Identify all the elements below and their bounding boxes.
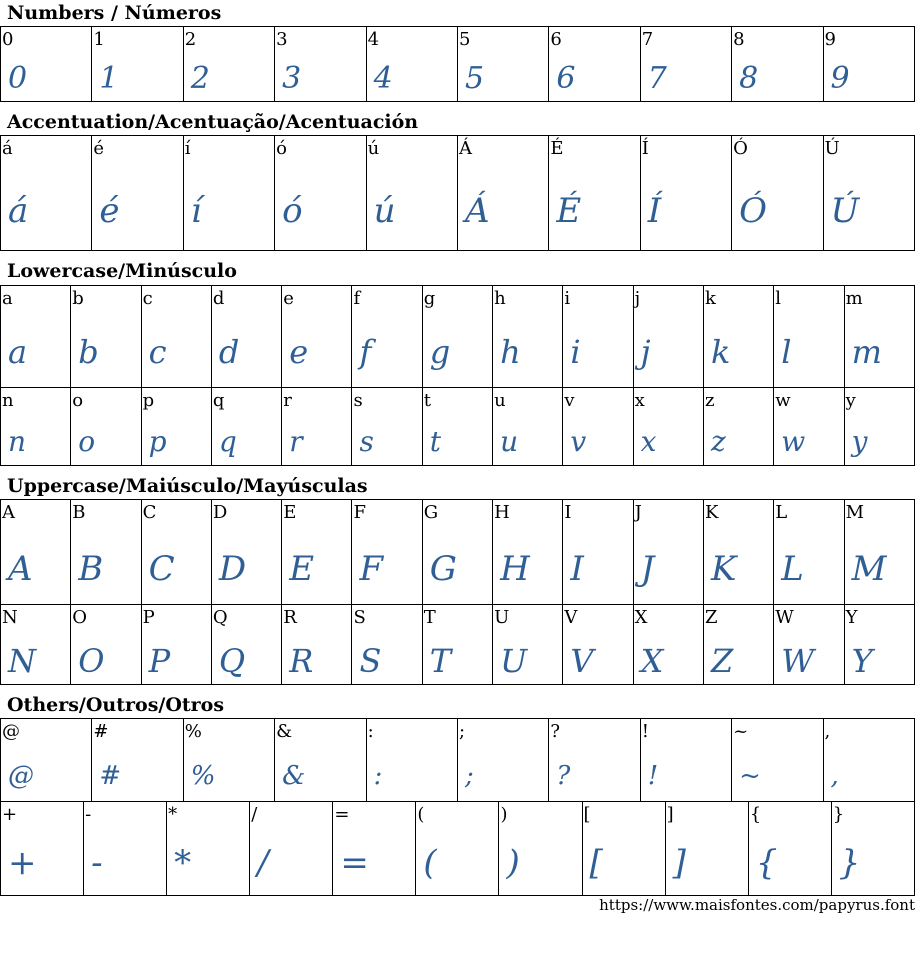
glyph-sample: q — [218, 425, 237, 458]
glyph-label: c — [142, 288, 153, 309]
glyph-sample: á — [8, 191, 29, 231]
glyph-cell — [366, 136, 457, 251]
glyph-cell — [141, 286, 211, 388]
glyph-label: P — [142, 607, 155, 628]
glyph-cell — [844, 286, 914, 388]
glyph-sample: @ — [8, 761, 34, 791]
glyph-sample: 4 — [373, 61, 393, 96]
glyph-label: g — [423, 288, 436, 309]
glyph-cell — [1, 286, 71, 388]
glyph-cell — [141, 500, 211, 605]
glyph-sample: p — [148, 425, 167, 458]
glyph-sample: + — [8, 843, 37, 883]
glyph-sample: ; — [464, 761, 474, 791]
glyph-label: É — [550, 138, 564, 159]
glyph-label: f — [353, 288, 361, 309]
glyph-sample: N — [8, 642, 36, 680]
glyph-cell — [422, 500, 492, 605]
glyph-cell — [633, 500, 703, 605]
glyph-cell — [457, 27, 548, 102]
glyph-cell — [275, 27, 366, 102]
glyph-sample: Á — [464, 191, 490, 231]
glyph-label: y — [845, 390, 856, 411]
glyph-sample: a — [8, 333, 28, 371]
glyph-cell — [1, 136, 92, 251]
glyph-cell — [422, 605, 492, 685]
glyph-label: ~ — [733, 721, 749, 742]
glyph-label: } — [832, 804, 845, 825]
glyph-sample: V — [570, 642, 594, 680]
glyph-sample: É — [556, 191, 582, 231]
glyph-label: ó — [276, 138, 288, 159]
glyph-sample: 1 — [99, 61, 119, 96]
glyph-label: M — [845, 502, 864, 523]
glyph-cell — [366, 27, 457, 102]
lowercase-row-1 — [1, 286, 915, 388]
glyph-sample: B — [78, 549, 104, 589]
glyph-sample: e — [289, 333, 309, 371]
glyph-label: # — [93, 721, 109, 742]
section-title-numbers: Numbers / Números — [7, 2, 222, 24]
glyph-cell — [183, 27, 274, 102]
glyph-sample: & — [282, 761, 306, 791]
glyph-cell — [633, 286, 703, 388]
glyph-label: 4 — [367, 29, 380, 50]
glyph-label: d — [212, 288, 225, 309]
glyph-sample: ó — [282, 191, 303, 231]
glyph-label: 5 — [458, 29, 471, 50]
glyph-label: x — [634, 390, 645, 411]
glyph-cell — [422, 388, 492, 466]
glyph-sample: c — [148, 333, 167, 371]
glyph-label: ; — [458, 721, 466, 742]
glyph-cell — [823, 136, 914, 251]
glyph-label: 1 — [93, 29, 105, 50]
glyph-sample: ! — [647, 761, 659, 791]
glyph-cell — [774, 605, 844, 685]
glyph-cell — [92, 719, 183, 802]
glyph-sample: r — [289, 425, 303, 458]
section-title-accents: Accentuation/Acentuação/Acentuación — [7, 111, 419, 133]
glyph-label: o — [72, 390, 84, 411]
glyph-label: ? — [550, 721, 560, 742]
glyph-label: E — [283, 502, 297, 523]
glyph-sample: = — [340, 843, 369, 883]
glyph-label: N — [2, 607, 18, 628]
glyph-cell — [493, 500, 563, 605]
glyph-cell — [167, 802, 250, 896]
glyph-sample: ~ — [739, 761, 761, 791]
glyph-sample: n — [8, 425, 27, 458]
glyph-cell — [549, 719, 640, 802]
lowercase-grid — [0, 285, 915, 466]
glyph-label: + — [2, 804, 18, 825]
glyph-label: é — [93, 138, 105, 159]
glyph-label: v — [564, 390, 575, 411]
glyph-label: , — [824, 721, 831, 742]
glyph-label: í — [184, 138, 191, 159]
glyph-sample: f — [359, 333, 372, 371]
glyph-sample: k — [710, 333, 731, 371]
glyph-cell — [844, 500, 914, 605]
glyph-label: = — [334, 804, 350, 825]
glyph-cell — [84, 802, 167, 896]
glyph-label: Ó — [733, 138, 748, 159]
glyph-sample: Í — [647, 191, 662, 231]
glyph-sample: m — [851, 333, 882, 371]
glyph-sample: 7 — [647, 61, 667, 96]
glyph-cell — [665, 802, 748, 896]
glyph-cell — [563, 500, 633, 605]
glyph-label: p — [142, 390, 155, 411]
glyph-label: 7 — [641, 29, 654, 50]
glyph-cell — [640, 719, 731, 802]
glyph-sample: u — [500, 425, 519, 458]
glyph-sample: i — [570, 333, 581, 371]
glyph-label: X — [634, 607, 648, 628]
glyph-label: Á — [458, 138, 472, 159]
glyph-sample: - — [91, 843, 103, 883]
glyph-sample: ] — [672, 843, 686, 883]
others-grid-2 — [0, 801, 915, 896]
glyph-cell — [703, 286, 773, 388]
glyph-sample: 6 — [556, 61, 576, 96]
glyph-cell — [1, 605, 71, 685]
glyph-label: a — [2, 288, 13, 309]
glyph-label: H — [494, 502, 510, 523]
glyph-label: ] — [666, 804, 674, 825]
glyph-label: q — [212, 390, 225, 411]
glyph-sample: 9 — [830, 61, 850, 96]
glyph-cell — [844, 605, 914, 685]
glyph-label: ! — [641, 721, 649, 742]
glyph-sample: z — [710, 425, 726, 458]
glyph-label: J — [634, 502, 642, 523]
glyph-label: L — [775, 502, 788, 523]
glyph-sample: } — [838, 843, 861, 883]
glyph-label: C — [142, 502, 157, 523]
glyph-cell — [211, 605, 281, 685]
glyph-sample: # — [99, 761, 122, 791]
glyph-cell — [1, 500, 71, 605]
glyph-label: [ — [583, 804, 591, 825]
glyph-sample: * — [174, 843, 192, 883]
glyph-sample: U — [500, 642, 528, 680]
glyph-label: B — [72, 502, 86, 523]
glyph-label: D — [212, 502, 228, 523]
glyph-sample: t — [429, 425, 442, 458]
glyph-label: k — [704, 288, 716, 309]
glyph-sample: E — [289, 549, 315, 589]
section-title-lowercase: Lowercase/Minúsculo — [7, 260, 237, 282]
glyph-cell — [282, 286, 352, 388]
glyph-sample: ? — [556, 761, 571, 791]
glyph-cell — [333, 802, 416, 896]
glyph-sample: x — [640, 425, 657, 458]
glyph-cell — [499, 802, 582, 896]
glyph-sample: o — [78, 425, 96, 458]
glyph-label: 0 — [2, 29, 14, 50]
glyph-label: j — [634, 288, 641, 309]
glyph-cell — [1, 388, 71, 466]
glyph-sample: J — [640, 549, 655, 589]
glyph-cell — [703, 605, 773, 685]
glyph-label: 2 — [184, 29, 197, 50]
glyph-cell — [1, 27, 92, 102]
glyph-cell — [92, 136, 183, 251]
glyph-cell — [563, 388, 633, 466]
glyph-cell — [366, 719, 457, 802]
glyph-sample: ) — [506, 843, 520, 883]
glyph-sample: I — [570, 549, 584, 589]
glyph-sample: s — [359, 425, 374, 458]
glyph-cell — [493, 605, 563, 685]
glyph-sample: Y — [851, 642, 873, 680]
glyph-label: A — [2, 502, 15, 523]
glyph-sample: F — [359, 549, 384, 589]
glyph-sample: 0 — [8, 61, 28, 96]
glyph-sample: A — [8, 549, 33, 589]
glyph-cell — [493, 286, 563, 388]
glyph-sample: w — [781, 425, 806, 458]
glyph-label: Z — [704, 607, 718, 628]
glyph-sample: T — [429, 642, 452, 680]
glyph-label: h — [494, 288, 506, 309]
glyph-cell — [250, 802, 333, 896]
glyph-label: { — [749, 804, 762, 825]
glyph-cell — [211, 500, 281, 605]
numbers-grid — [0, 26, 915, 102]
glyph-cell — [549, 27, 640, 102]
glyph-sample: : — [373, 761, 383, 791]
glyph-label: R — [283, 607, 297, 628]
glyph-label: S — [353, 607, 366, 628]
glyph-sample: 2 — [190, 61, 210, 96]
glyph-cell — [71, 388, 141, 466]
glyph-label: á — [2, 138, 13, 159]
glyph-sample: S — [359, 642, 382, 680]
glyph-cell — [352, 605, 422, 685]
glyph-sample: é — [99, 191, 120, 231]
glyph-label: w — [775, 390, 791, 411]
glyph-sample: D — [218, 549, 247, 589]
glyph-label: F — [353, 502, 366, 523]
glyph-cell — [732, 136, 823, 251]
glyph-label: / — [251, 804, 258, 825]
glyph-sample: 5 — [464, 61, 485, 96]
glyph-sample: L — [781, 549, 804, 589]
glyph-cell — [1, 802, 84, 896]
glyph-cell — [493, 388, 563, 466]
glyph-cell — [582, 802, 665, 896]
glyph-label: ) — [500, 804, 508, 825]
glyph-sample: , — [830, 761, 839, 791]
glyph-label: K — [704, 502, 719, 523]
others-row-2 — [1, 802, 915, 896]
glyph-cell — [823, 27, 914, 102]
glyph-label: O — [72, 607, 88, 628]
uppercase-row-2 — [1, 605, 915, 685]
glyph-label: @ — [2, 721, 20, 742]
section-title-others: Others/Outros/Otros — [7, 694, 225, 716]
glyph-cell — [422, 286, 492, 388]
glyph-sample: d — [218, 333, 240, 371]
glyph-cell — [774, 286, 844, 388]
glyph-cell — [71, 286, 141, 388]
glyph-cell — [71, 605, 141, 685]
glyph-sample: g — [429, 333, 451, 371]
glyph-sample: X — [640, 642, 664, 680]
numbers-row — [1, 27, 915, 102]
glyph-cell — [563, 605, 633, 685]
glyph-sample: 8 — [739, 61, 759, 96]
glyph-label: * — [168, 804, 178, 825]
glyph-cell — [1, 719, 92, 802]
lowercase-row-2 — [1, 388, 915, 466]
glyph-sample: K — [710, 549, 737, 589]
glyph-label: i — [564, 288, 571, 309]
glyph-cell — [774, 500, 844, 605]
glyph-cell — [457, 719, 548, 802]
glyph-cell — [549, 136, 640, 251]
glyph-cell — [211, 286, 281, 388]
glyph-sample: P — [148, 642, 171, 680]
glyph-label: Ú — [824, 138, 840, 159]
glyph-sample: W — [781, 642, 815, 680]
glyph-sample: Ú — [830, 191, 860, 231]
glyph-cell — [282, 500, 352, 605]
glyph-cell — [141, 388, 211, 466]
glyph-cell — [732, 27, 823, 102]
glyph-label: Y — [845, 607, 858, 628]
footer-url[interactable]: https://www.maisfontes.com/papyrus.font — [599, 896, 915, 914]
glyph-label: G — [423, 502, 439, 523]
glyph-cell — [282, 388, 352, 466]
glyph-label: U — [494, 607, 510, 628]
glyph-sample: / — [257, 843, 269, 883]
glyph-sample: y — [851, 425, 868, 458]
glyph-cell — [844, 388, 914, 466]
glyph-label: : — [367, 721, 374, 742]
glyph-cell — [703, 388, 773, 466]
glyph-cell — [211, 388, 281, 466]
others-grid-1 — [0, 718, 915, 802]
glyph-label: m — [845, 288, 863, 309]
glyph-cell — [282, 605, 352, 685]
glyph-label: s — [353, 390, 363, 411]
glyph-cell — [732, 719, 823, 802]
glyph-cell — [640, 27, 731, 102]
glyph-sample: Ó — [739, 191, 767, 231]
glyph-label: - — [85, 804, 92, 825]
glyph-cell — [823, 719, 914, 802]
accents-grid — [0, 135, 915, 251]
glyph-sample: [ — [589, 843, 603, 883]
glyph-label: I — [564, 502, 572, 523]
glyph-cell — [275, 136, 366, 251]
glyph-sample: R — [289, 642, 314, 680]
glyph-label: Q — [212, 607, 228, 628]
glyph-cell — [183, 719, 274, 802]
glyph-label: T — [423, 607, 436, 628]
glyph-sample: O — [78, 642, 105, 680]
glyph-label: e — [283, 288, 294, 309]
uppercase-grid — [0, 499, 915, 685]
glyph-sample: Q — [218, 642, 246, 680]
glyph-sample: H — [500, 549, 530, 589]
glyph-label: r — [283, 390, 292, 411]
glyph-cell — [703, 500, 773, 605]
glyph-label: % — [184, 721, 202, 742]
glyph-sample: { — [755, 843, 778, 883]
glyph-sample: ú — [373, 191, 396, 231]
glyph-label: z — [704, 390, 715, 411]
glyph-label: V — [564, 607, 578, 628]
accents-row — [1, 136, 915, 251]
glyph-cell — [275, 719, 366, 802]
uppercase-row-1 — [1, 500, 915, 605]
glyph-sample: h — [500, 333, 521, 371]
glyph-sample: C — [148, 549, 175, 589]
glyph-sample: v — [570, 425, 587, 458]
glyph-cell — [748, 802, 831, 896]
glyph-label: W — [775, 607, 794, 628]
glyph-cell — [141, 605, 211, 685]
glyph-label: & — [276, 721, 293, 742]
glyph-label: u — [494, 390, 506, 411]
glyph-label: 3 — [276, 29, 288, 50]
glyph-sample: ( — [423, 843, 437, 883]
glyph-cell — [71, 500, 141, 605]
glyph-label: Í — [641, 138, 649, 159]
glyph-sample: l — [781, 333, 792, 371]
glyph-label: ( — [417, 804, 425, 825]
glyph-label: b — [72, 288, 84, 309]
glyph-sample: 3 — [282, 61, 302, 96]
glyph-sample: G — [429, 549, 457, 589]
glyph-cell — [831, 802, 914, 896]
glyph-label: n — [2, 390, 14, 411]
glyph-label: 8 — [733, 29, 745, 50]
glyph-cell — [352, 286, 422, 388]
glyph-cell — [633, 388, 703, 466]
glyph-cell — [352, 500, 422, 605]
section-title-uppercase: Uppercase/Maiúsculo/Mayúsculas — [7, 475, 368, 497]
glyph-cell — [352, 388, 422, 466]
glyph-cell — [633, 605, 703, 685]
glyph-cell — [563, 286, 633, 388]
glyph-cell — [416, 802, 499, 896]
glyph-sample: M — [851, 549, 887, 589]
glyph-cell — [457, 136, 548, 251]
glyph-sample: % — [190, 761, 216, 791]
glyph-label: ú — [367, 138, 380, 159]
glyph-cell — [774, 388, 844, 466]
glyph-sample: j — [640, 333, 651, 371]
glyph-cell — [640, 136, 731, 251]
glyph-sample: Z — [710, 642, 734, 680]
glyph-label: 9 — [824, 29, 836, 50]
glyph-label: t — [423, 390, 432, 411]
others-row-1 — [1, 719, 915, 802]
glyph-cell — [92, 27, 183, 102]
glyph-label: 6 — [550, 29, 562, 50]
glyph-cell — [183, 136, 274, 251]
glyph-sample: í — [190, 191, 202, 231]
glyph-sample: b — [78, 333, 99, 371]
glyph-label: l — [775, 288, 782, 309]
